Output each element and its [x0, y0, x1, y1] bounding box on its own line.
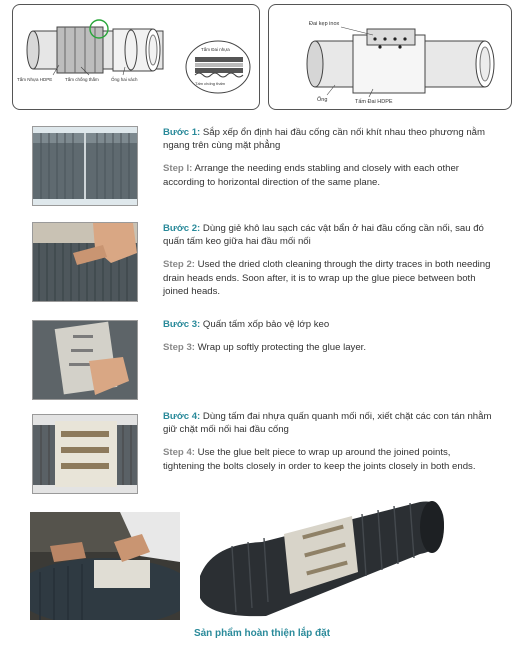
- step-2-label-en: Step 2:: [163, 259, 195, 271]
- step-3-text-vi: Quấn tấm xốp bảo vệ lớp keo: [202, 319, 330, 330]
- label-pipe: Ống hai vách: [111, 77, 138, 82]
- step-1-label-en: Step I:: [163, 163, 193, 175]
- diagram-left-panel: [12, 4, 260, 110]
- step-2-photo: [32, 222, 138, 302]
- step-2-text-en: Used the dried cloth cleaning through the dirty traces in both needing drain heads ends. Soon after, it is to wrap up the glue piece between both joined heads.: [163, 259, 491, 297]
- step-3-label-vi: Bước 3:: [163, 319, 201, 330]
- step-2: [163, 222, 493, 298]
- step-1-label-vi: Bước 1:: [163, 127, 201, 138]
- step-1-photo: [32, 126, 138, 206]
- step-3-text-en: Wrap up softly protecting the glue layer.: [197, 342, 367, 354]
- pipe-joint-diagram: [13, 5, 259, 109]
- step-1-text-vi: Sắp xếp ổn định hai đầu cống cần nối khít nhau theo phương nằm ngang trên cùng mặt phẳng: [163, 127, 485, 152]
- clamp-diagram: [269, 5, 511, 109]
- label-clamp: Đai kẹp inox: [309, 21, 340, 27]
- step-2-text-vi: Dùng giẻ khô lau sạch các vật bẩn ở hai đầu cống cần nối, sau đó quấn tấm keo giữa hai đầu mối nối: [163, 223, 484, 248]
- label-foam-sheet: Tấm chống thấm: [65, 77, 99, 82]
- step-4-text-en: Use the glue belt piece to wrap up around the joined points, tightening the bolts closely in order to keep the joints closely in both ends.: [163, 447, 476, 472]
- step-3-label-en: Step 3:: [163, 342, 195, 354]
- step-4-label-en: Step 4:: [163, 447, 195, 459]
- label-hdpe-band: Tấm Đai HDPE: [355, 99, 393, 105]
- step-4: [163, 410, 493, 473]
- step-4-photo: [32, 414, 138, 494]
- step-3: [163, 318, 493, 354]
- label-hdpe-sheet: Tấm Nhựa HDPE: [17, 77, 53, 82]
- installation-photo: [30, 512, 180, 620]
- footer-caption: Sản phẩm hoàn thiện lắp đặt: [193, 628, 331, 639]
- inset-title: Tấm Đai nhựa: [201, 47, 230, 52]
- step-4-text-vi: Dùng tấm đai nhựa quấn quanh mối nối, xiết chặt các con tán nhằm giữ chặt mối nối hai đầu cống: [163, 411, 492, 436]
- finished-product-photo: [192, 494, 450, 622]
- label-pipe-right: Ống: [317, 97, 328, 103]
- step-1: [163, 126, 493, 189]
- step-3-photo: [32, 320, 138, 400]
- step-4-label-vi: Bước 4:: [163, 411, 201, 422]
- diagram-right-panel: [268, 4, 512, 110]
- inset-bottom-label: Tấm chống thấm: [195, 81, 226, 86]
- step-2-label-vi: Bước 2:: [163, 223, 201, 234]
- step-1-text-en: Arrange the needing ends stabling and closely with each other according to horizontal direction of the same plane.: [163, 163, 460, 188]
